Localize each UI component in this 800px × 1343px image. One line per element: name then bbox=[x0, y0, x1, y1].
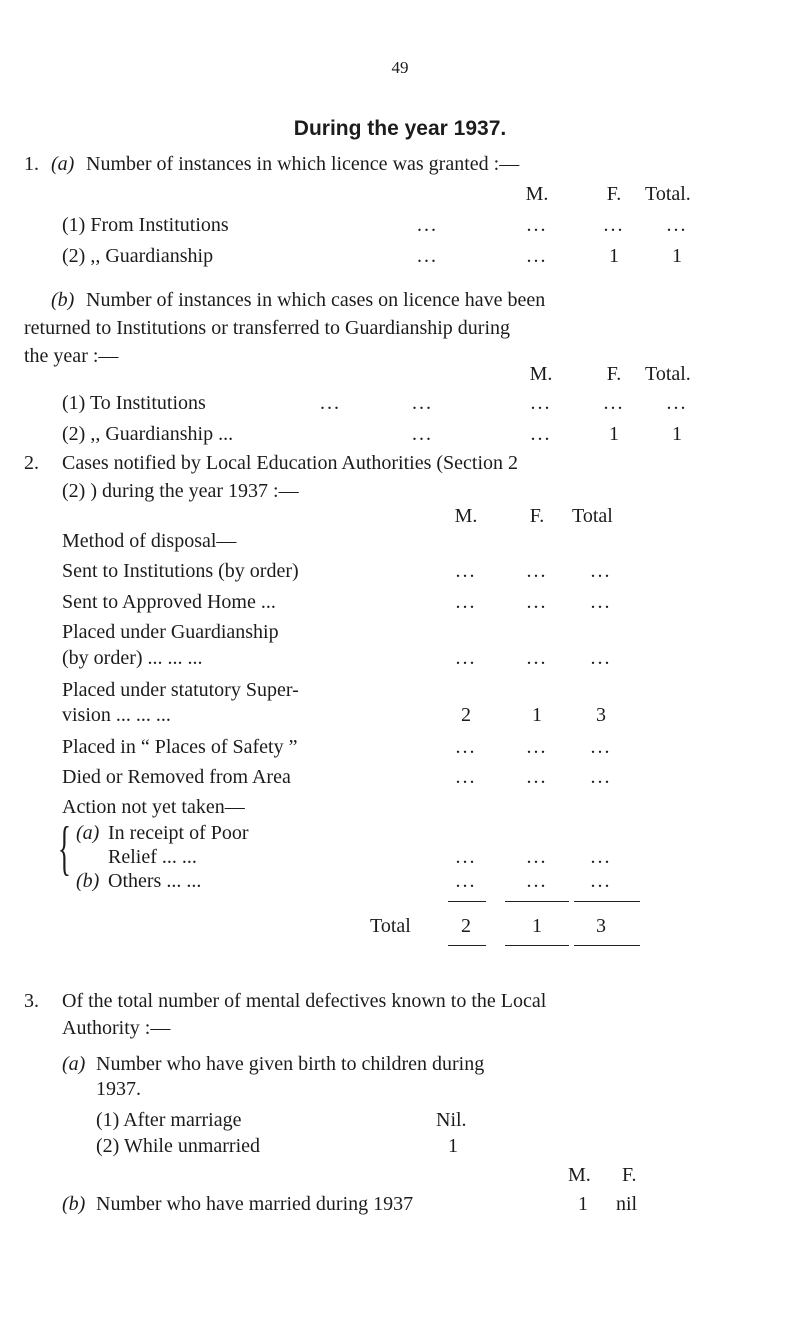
s2-row1-label: Sent to Institutions (by order) bbox=[62, 560, 299, 582]
page-number: 49 bbox=[391, 58, 409, 77]
s1-row1-label: (1) From Institutions bbox=[62, 214, 229, 236]
section-3a-text: Number who have given birth to children during bbox=[96, 1053, 485, 1075]
s2-total-f: 1 bbox=[532, 915, 542, 937]
s1b-col-total: Total. bbox=[645, 363, 691, 385]
s1b-row1-leader1: ... bbox=[320, 392, 341, 414]
section-2-line2: (2) ) during the year 1937 :— bbox=[62, 480, 299, 502]
total-rule-bottom-m bbox=[448, 945, 486, 946]
s1-row1-leader: ... bbox=[417, 214, 438, 236]
s2-sub-a-label: (a) bbox=[76, 822, 100, 844]
s3-row2-value: 1 bbox=[448, 1135, 458, 1157]
s2-row2-f: ... bbox=[526, 591, 548, 613]
s2-sub-a-f: ... bbox=[526, 846, 548, 868]
s2-row4-label2: vision ... ... ... bbox=[62, 704, 171, 726]
s1b-row2-label: (2) ,, Guardianship ... bbox=[62, 423, 234, 445]
total-rule-top-f bbox=[505, 901, 569, 902]
s1b-row1-leader2: ... bbox=[412, 392, 433, 414]
s2-row3-m: ... bbox=[455, 647, 477, 669]
s2-row2-m: ... bbox=[455, 591, 477, 613]
section-2-line1: Cases notified by Local Education Authorities (Section 2 bbox=[62, 452, 519, 474]
page-heading: During the year 1937. bbox=[293, 117, 507, 140]
s2-row2-total: ... bbox=[590, 591, 612, 613]
s1b-col-m: M. bbox=[529, 363, 553, 385]
total-rule-top-m bbox=[448, 901, 486, 902]
s2-row4-total: 3 bbox=[596, 704, 606, 726]
s2-row6-label: Died or Removed from Area bbox=[62, 766, 291, 788]
section-3b-label: (b) bbox=[62, 1193, 86, 1215]
s2-row3-label: Placed under Guardianship bbox=[62, 621, 279, 643]
s2-row1-f: ... bbox=[526, 560, 548, 582]
total-rule-bottom-total bbox=[574, 945, 640, 946]
s1b-row1-f: ... bbox=[603, 392, 625, 414]
s1b-col-f: F. bbox=[606, 363, 622, 385]
section-2-number: 2. bbox=[24, 452, 39, 474]
s2-row4-m: 2 bbox=[461, 704, 471, 726]
s3-row1-value: Nil. bbox=[436, 1109, 467, 1131]
section-3-number: 3. bbox=[24, 990, 39, 1012]
s2-sub-a-text2: Relief ... ... bbox=[108, 846, 197, 868]
section-3a-text2: 1937. bbox=[96, 1078, 141, 1100]
s2-row6-total: ... bbox=[590, 766, 612, 788]
section-1a-text: Number of instances in which licence was granted :— bbox=[86, 153, 520, 175]
s1-row1-total: ... bbox=[666, 214, 688, 236]
s3-row2-label: (2) While unmarried bbox=[96, 1135, 261, 1157]
s2-row6-m: ... bbox=[455, 766, 477, 788]
s2-row4-f: 1 bbox=[532, 704, 542, 726]
s2-total-m: 2 bbox=[461, 915, 471, 937]
s1-col-f: F. bbox=[606, 183, 622, 205]
s3b-m: 1 bbox=[578, 1193, 588, 1215]
s3-row1-label: (1) After marriage bbox=[96, 1109, 242, 1131]
s1-col-total: Total. bbox=[645, 183, 691, 205]
section-3a-label: (a) bbox=[62, 1053, 86, 1075]
s2-row5-total: ... bbox=[590, 736, 612, 758]
s2-brace: { bbox=[58, 815, 71, 881]
s1b-row2-total: 1 bbox=[672, 423, 682, 445]
total-rule-top-total bbox=[574, 901, 640, 902]
s2-row1-total: ... bbox=[590, 560, 612, 582]
s1b-row2-leader: ... bbox=[412, 423, 433, 445]
s2-method-label: Method of disposal— bbox=[62, 530, 237, 552]
s2-col-f: F. bbox=[529, 505, 545, 527]
section-1b-label: (b) bbox=[51, 289, 75, 311]
s2-sub-a-total: ... bbox=[590, 846, 612, 868]
section-3-line2: Authority :— bbox=[62, 1017, 171, 1039]
s2-action-label: Action not yet taken— bbox=[62, 796, 245, 818]
s2-col-m: M. bbox=[454, 505, 478, 527]
s2-row2-label: Sent to Approved Home ... bbox=[62, 591, 276, 613]
s1b-row1-m: ... bbox=[530, 392, 552, 414]
s2-sub-b-total: ... bbox=[590, 870, 612, 892]
s2-row6-f: ... bbox=[526, 766, 548, 788]
section-1b-line1: Number of instances in which cases on licence have been bbox=[86, 289, 546, 311]
s2-row3-label2: (by order) ... ... ... bbox=[62, 647, 203, 669]
section-1-number: 1. bbox=[24, 153, 39, 175]
s1-row2-label: (2) ,, Guardianship bbox=[62, 245, 214, 267]
section-3b-text: Number who have married during 1937 bbox=[96, 1193, 414, 1215]
s1b-row2-f: 1 bbox=[609, 423, 619, 445]
s1b-row1-label: (1) To Institutions bbox=[62, 392, 206, 414]
s2-row5-f: ... bbox=[526, 736, 548, 758]
s1-row1-f: ... bbox=[603, 214, 625, 236]
s2-row3-f: ... bbox=[526, 647, 548, 669]
s2-row3-total: ... bbox=[590, 647, 612, 669]
s1-row2-m: ... bbox=[526, 245, 548, 267]
s1-col-m: M. bbox=[525, 183, 549, 205]
s1b-row2-m: ... bbox=[530, 423, 552, 445]
total-rule-bottom-f bbox=[505, 945, 569, 946]
s1b-row1-total: ... bbox=[666, 392, 688, 414]
s1-row2-leader: ... bbox=[417, 245, 438, 267]
section-1b-line3: the year :— bbox=[24, 345, 119, 367]
s2-total-total: 3 bbox=[596, 915, 606, 937]
s1-row1-m: ... bbox=[526, 214, 548, 236]
s3-col-f: F. bbox=[622, 1164, 637, 1186]
s2-sub-b-m: ... bbox=[455, 870, 477, 892]
s2-sub-a-text: In receipt of Poor bbox=[108, 822, 249, 844]
s2-row5-label: Placed in “ Places of Safety ” bbox=[62, 736, 298, 758]
s3-col-m: M. bbox=[568, 1164, 591, 1186]
s2-sub-b-f: ... bbox=[526, 870, 548, 892]
s2-sub-a-m: ... bbox=[455, 846, 477, 868]
s2-sub-b-text: Others ... ... bbox=[108, 870, 202, 892]
s2-col-total: Total bbox=[572, 505, 613, 527]
s2-row1-m: ... bbox=[455, 560, 477, 582]
s2-row5-m: ... bbox=[455, 736, 477, 758]
s2-row4-label: Placed under statutory Super- bbox=[62, 679, 299, 701]
s3b-f: nil bbox=[616, 1193, 638, 1215]
section-1a-label: (a) bbox=[51, 153, 75, 175]
s2-sub-b-label: (b) bbox=[76, 870, 100, 892]
s1-row2-total: 1 bbox=[672, 245, 682, 267]
s2-total-label: Total bbox=[370, 915, 411, 937]
section-3-line1: Of the total number of mental defectives known to the Local bbox=[62, 990, 547, 1012]
s1-row2-f: 1 bbox=[609, 245, 619, 267]
section-1b-line2: returned to Institutions or transferred to Guardianship during bbox=[24, 317, 510, 339]
